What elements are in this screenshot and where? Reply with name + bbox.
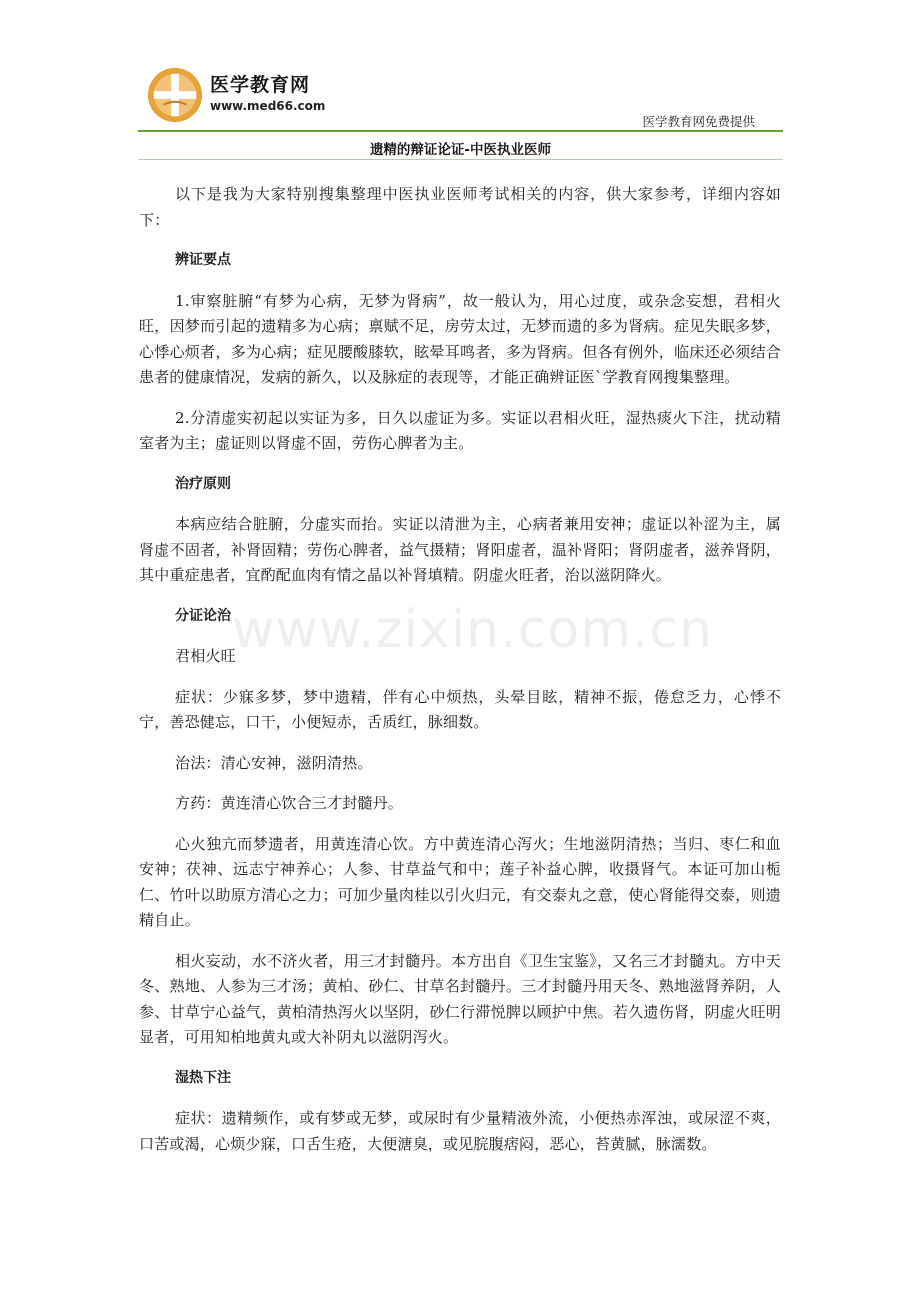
section-heading: 治疗原则: [175, 475, 231, 492]
subsection-label: 君相火旺: [175, 647, 236, 665]
watermark: www.zixin.com.cn: [232, 600, 713, 660]
page-header: [138, 58, 783, 162]
section-heading: 分证论治: [175, 607, 231, 624]
section-heading: 湿热下注: [175, 1069, 231, 1086]
paragraph: 方药：黄连清心饮合三才封髓丹。: [175, 794, 404, 812]
provider-text: 医学教育网免费提供: [642, 114, 755, 129]
document-title: 遗精的辩证论证-中医执业医师: [369, 142, 552, 158]
brand-name: 医学教育网: [210, 74, 311, 96]
document-body: [139, 182, 781, 1172]
paragraph: 症状：少寐多梦，梦中遗精，伴有心中烦热，头晕目眩，精神不振，倦怠乏力，心悸不宁，善恐健忘，口干，小便短赤，舌质红，脉细数。: [139, 687, 781, 731]
paragraph: 治法：清心安神，滋阴清热。: [175, 753, 373, 772]
section-heading: 辨证要点: [175, 252, 231, 268]
brand-url[interactable]: www.med66.com: [210, 99, 326, 113]
title-divider: [138, 159, 783, 160]
paragraph: 2.分清虚实初起以实证为多，日久以虚证为多。实证以君相火旺，湿热痰火下注，扰动精室者为主；虚证则以肾虚不固，劳伤心脾者为主。: [139, 408, 781, 452]
header-divider: [138, 130, 783, 132]
paragraph: 心火独亢而梦遗者，用黄连清心饮。方中黄连清心泻火；生地滋阴清热；当归、枣仁和血安神；茯神、远志宁神养心；人参、甘草益气和中；莲子补益心脾，收摄肾气。本证可加山栀仁、竹叶以助原方清心之力；可加少量肉桂以引火归元，有交泰丸之意，使心肾能得交泰，则遗精自止。: [139, 834, 781, 929]
cross-circle-logo-icon: [146, 66, 204, 124]
paragraph: 本病应结合脏腑，分虚实而抬。实证以清泄为主，心病者兼用安神；虚证以补涩为主，属肾虚不固者，补肾固精；劳伤心脾者，益气摄精；肾阳虚者，温补肾阳；肾阴虚者，滋养肾阴，其中重症患者，宜酌配血肉有情之晶以补肾填精。阴虚火旺者，治以滋阴降火。: [139, 515, 781, 584]
paragraph: 1.审察脏腑“有梦为心病，无梦为肾病”，故一般认为，用心过度，或杂念妄想，君相火旺，因梦而引起的遗精多为心病；禀赋不足，房劳太过，无梦而遗的多为肾病。症见失眠多梦，心悸心烦者，多为心病；症见腰酸膝软，眩晕耳鸣者，多为肾病。但各有例外，临床还必须结合患者的健康情况，发病的新久，以及脉症的表现等，才能正确辨证医`学教育网搜集整理。: [139, 291, 781, 386]
paragraph: 以下是我为大家特别搜集整理中医执业医师考试相关的内容，供大家参考，详细内容如下：: [139, 185, 781, 229]
paragraph: 症状：遗精频作，或有梦或无梦，或尿时有少量精液外流，小便热赤浑浊，或尿涩不爽，口苦或渴，心烦少寐，口舌生疮，大便溏臭，或见脘腹痞闷，恶心，苔黄腻，脉濡数。: [139, 1109, 781, 1153]
paragraph: 相火妄动，水不济火者，用三才封髓丹。本方出自《卫生宝鉴》，又名三才封髓丸。方中天冬、熟地、人参为三才汤；黄柏、砂仁、甘草名封髓丹。三才封髓丹用天冬、熟地滋肾养阴，人参、甘草宁心益气，黄柏清热泻火以坚阴，砂仁行滞悦脾以顾护中焦。若久遗伤肾，阴虚火旺明显者，可用知柏地黄丸或大补阴丸以滋阴泻火。: [139, 951, 781, 1046]
